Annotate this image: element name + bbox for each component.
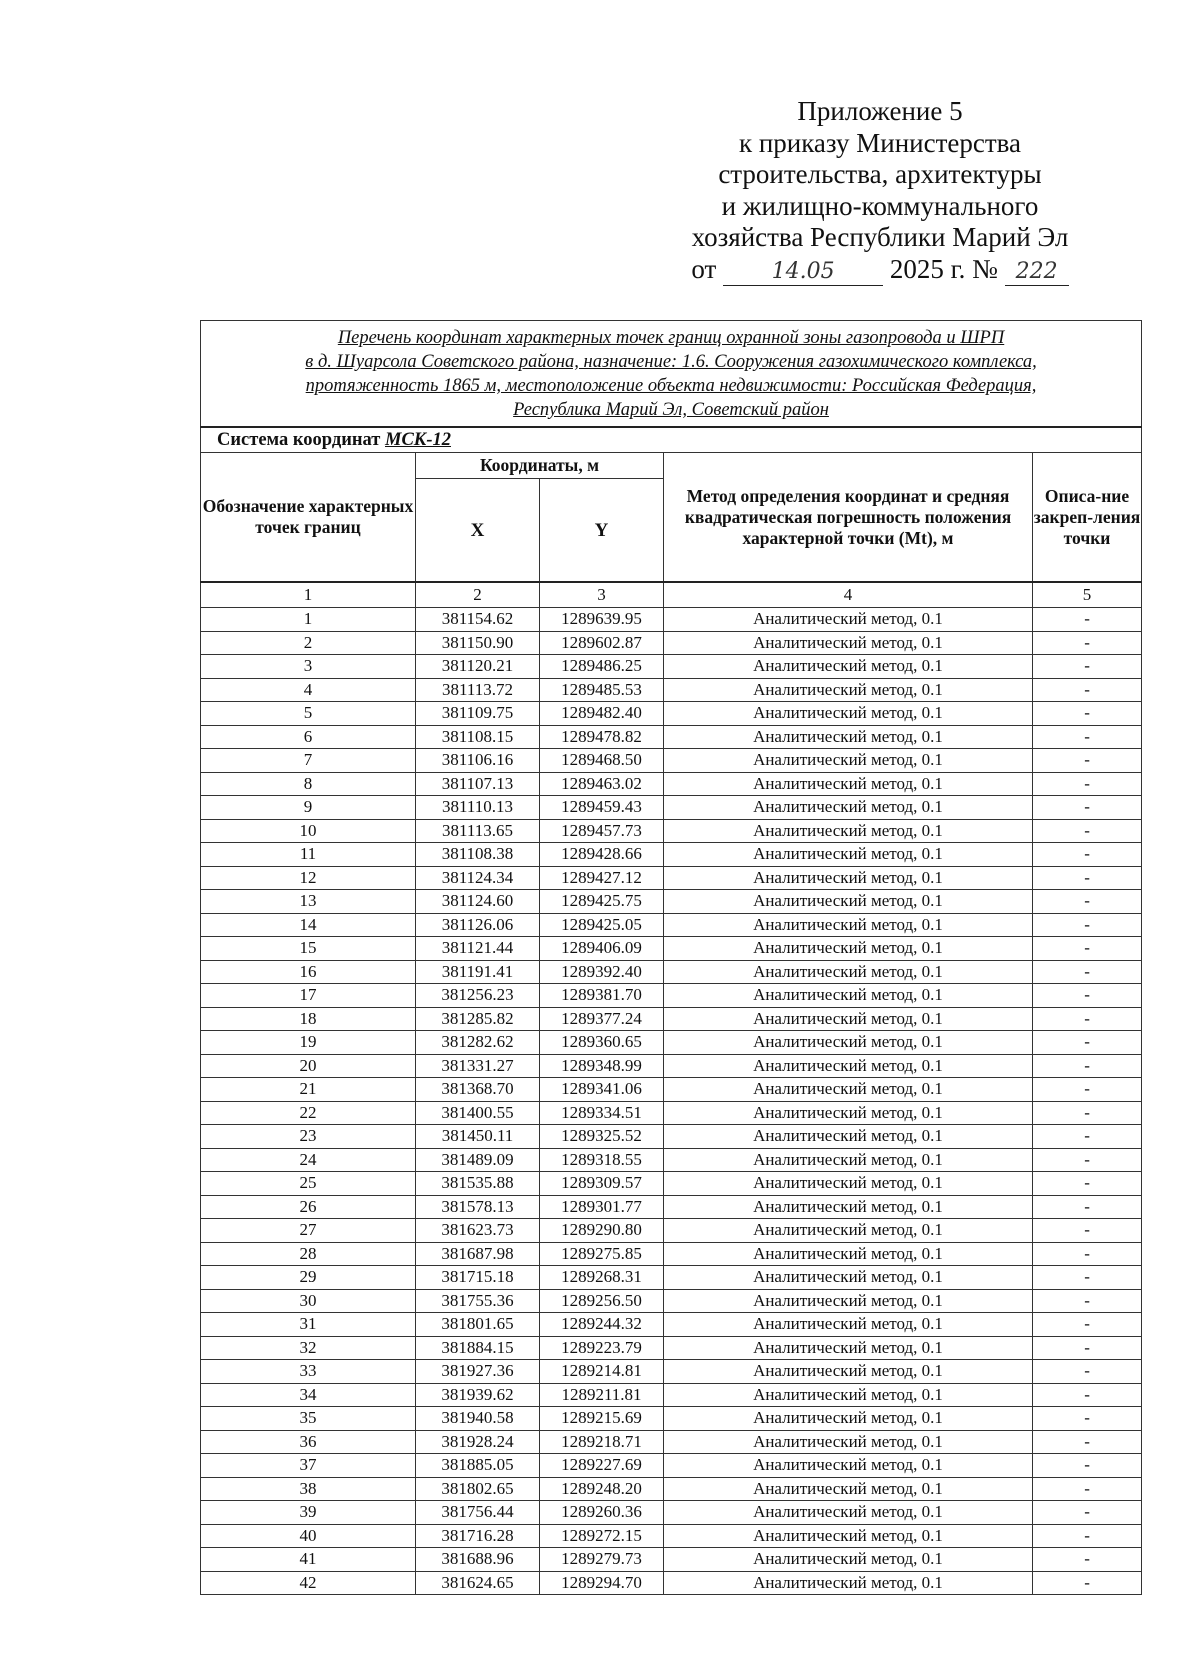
method-cell: Аналитический метод, 0.1	[664, 1571, 1033, 1595]
description-cell: -	[1033, 1242, 1142, 1266]
x-coordinate-cell: 381716.28	[416, 1524, 540, 1548]
header-y: Y	[540, 479, 664, 583]
method-cell: Аналитический метод, 0.1	[664, 608, 1033, 632]
table-row	[201, 1101, 1142, 1125]
method-cell: Аналитический метод, 0.1	[664, 1524, 1033, 1548]
y-coordinate-cell: 1289482.40	[540, 702, 664, 726]
point-number-cell: 11	[201, 843, 416, 867]
x-coordinate-cell: 381928.24	[416, 1430, 540, 1454]
table-row	[201, 1195, 1142, 1219]
description-cell: -	[1033, 631, 1142, 655]
x-coordinate-cell: 381256.23	[416, 984, 540, 1008]
table-row	[201, 1430, 1142, 1454]
description-cell: -	[1033, 960, 1142, 984]
table-row	[201, 702, 1142, 726]
x-coordinate-cell: 381106.16	[416, 749, 540, 773]
table-row	[201, 937, 1142, 961]
caption-line: протяженность 1865 м, местоположение объекта недвижимости: Российская Федерация,	[305, 376, 1037, 396]
description-cell: -	[1033, 819, 1142, 843]
x-coordinate-cell: 381927.36	[416, 1360, 540, 1384]
point-number-cell: 20	[201, 1054, 416, 1078]
description-cell: -	[1033, 1219, 1142, 1243]
x-coordinate-cell: 381109.75	[416, 702, 540, 726]
method-cell: Аналитический метод, 0.1	[664, 913, 1033, 937]
date-prefix: от	[691, 253, 717, 284]
table-row	[201, 1054, 1142, 1078]
description-cell: -	[1033, 890, 1142, 914]
table-row	[201, 1242, 1142, 1266]
description-cell: -	[1033, 725, 1142, 749]
y-coordinate-cell: 1289486.25	[540, 655, 664, 679]
x-coordinate-cell: 381535.88	[416, 1172, 540, 1196]
description-cell: -	[1033, 1336, 1142, 1360]
x-coordinate-cell: 381124.34	[416, 866, 540, 890]
description-cell: -	[1033, 1289, 1142, 1313]
point-number-cell: 42	[201, 1571, 416, 1595]
method-cell: Аналитический метод, 0.1	[664, 749, 1033, 773]
description-cell: -	[1033, 1548, 1142, 1572]
description-cell: -	[1033, 655, 1142, 679]
method-cell: Аналитический метод, 0.1	[664, 1289, 1033, 1313]
description-cell: -	[1033, 1501, 1142, 1525]
point-number-cell: 3	[201, 655, 416, 679]
point-number-cell: 21	[201, 1078, 416, 1102]
point-number-cell: 10	[201, 819, 416, 843]
description-cell: -	[1033, 866, 1142, 890]
table-row	[201, 1571, 1142, 1595]
method-cell: Аналитический метод, 0.1	[664, 1031, 1033, 1055]
method-cell: Аналитический метод, 0.1	[664, 702, 1033, 726]
method-cell: Аналитический метод, 0.1	[664, 960, 1033, 984]
method-cell: Аналитический метод, 0.1	[664, 1407, 1033, 1431]
method-cell: Аналитический метод, 0.1	[664, 937, 1033, 961]
description-cell: -	[1033, 1383, 1142, 1407]
point-number-cell: 26	[201, 1195, 416, 1219]
y-coordinate-cell: 1289218.71	[540, 1430, 664, 1454]
point-number-cell: 37	[201, 1454, 416, 1478]
y-coordinate-cell: 1289463.02	[540, 772, 664, 796]
x-coordinate-cell: 381124.60	[416, 890, 540, 914]
x-coordinate-cell: 381624.65	[416, 1571, 540, 1595]
y-coordinate-cell: 1289325.52	[540, 1125, 664, 1149]
y-coordinate-cell: 1289294.70	[540, 1571, 664, 1595]
point-number-cell: 30	[201, 1289, 416, 1313]
y-coordinate-cell: 1289223.79	[540, 1336, 664, 1360]
handwritten-number: 222	[1005, 259, 1069, 286]
x-coordinate-cell: 381113.65	[416, 819, 540, 843]
description-cell: -	[1033, 1360, 1142, 1384]
y-coordinate-cell: 1289272.15	[540, 1524, 664, 1548]
y-coordinate-cell: 1289478.82	[540, 725, 664, 749]
point-number-cell: 6	[201, 725, 416, 749]
method-cell: Аналитический метод, 0.1	[664, 1125, 1033, 1149]
description-cell: -	[1033, 1078, 1142, 1102]
x-coordinate-cell: 381108.15	[416, 725, 540, 749]
x-coordinate-cell: 381121.44	[416, 937, 540, 961]
y-coordinate-cell: 1289425.75	[540, 890, 664, 914]
description-cell: -	[1033, 1054, 1142, 1078]
coordinates-table	[200, 320, 1142, 1595]
description-cell: -	[1033, 1571, 1142, 1595]
y-coordinate-cell: 1289468.50	[540, 749, 664, 773]
header-line: к приказу Министерства	[738, 127, 1022, 158]
x-coordinate-cell: 381191.41	[416, 960, 540, 984]
method-cell: Аналитический метод, 0.1	[664, 1219, 1033, 1243]
method-cell: Аналитический метод, 0.1	[664, 1266, 1033, 1290]
point-number-cell: 35	[201, 1407, 416, 1431]
point-number-cell: 27	[201, 1219, 416, 1243]
y-coordinate-cell: 1289214.81	[540, 1360, 664, 1384]
point-number-cell: 39	[201, 1501, 416, 1525]
point-number-cell: 17	[201, 984, 416, 1008]
y-coordinate-cell: 1289309.57	[540, 1172, 664, 1196]
y-coordinate-cell: 1289381.70	[540, 984, 664, 1008]
method-cell: Аналитический метод, 0.1	[664, 866, 1033, 890]
table-row	[201, 1524, 1142, 1548]
table-row	[201, 1454, 1142, 1478]
point-number-cell: 12	[201, 866, 416, 890]
table-row	[201, 913, 1142, 937]
point-number-cell: 2	[201, 631, 416, 655]
x-coordinate-cell: 381756.44	[416, 1501, 540, 1525]
point-number-cell: 18	[201, 1007, 416, 1031]
description-cell: -	[1033, 913, 1142, 937]
table-row	[201, 1172, 1142, 1196]
description-cell: -	[1033, 1524, 1142, 1548]
x-coordinate-cell: 381939.62	[416, 1383, 540, 1407]
y-coordinate-cell: 1289290.80	[540, 1219, 664, 1243]
description-cell: -	[1033, 749, 1142, 773]
header-description: Описа-ние закреп-ления точки	[1033, 453, 1142, 583]
header-line: и жилищно-коммунального	[721, 190, 1039, 221]
description-cell: -	[1033, 937, 1142, 961]
table-row	[201, 749, 1142, 773]
x-coordinate-cell: 381578.13	[416, 1195, 540, 1219]
method-cell: Аналитический метод, 0.1	[664, 984, 1033, 1008]
description-cell: -	[1033, 1195, 1142, 1219]
column-number: 2	[416, 582, 540, 608]
caption-line: в д. Шуарсола Советского района, назначение: 1.6. Сооружения газохимического комплекса,	[305, 352, 1037, 372]
description-cell: -	[1033, 843, 1142, 867]
table-row	[201, 655, 1142, 679]
point-number-cell: 36	[201, 1430, 416, 1454]
x-coordinate-cell: 381715.18	[416, 1266, 540, 1290]
point-number-cell: 34	[201, 1383, 416, 1407]
table-row	[201, 1078, 1142, 1102]
y-coordinate-cell: 1289348.99	[540, 1054, 664, 1078]
table-row	[201, 984, 1142, 1008]
table-row	[201, 725, 1142, 749]
order-date-line	[640, 254, 1120, 286]
header-line: строительства, архитектуры	[718, 159, 1042, 189]
method-cell: Аналитический метод, 0.1	[664, 1242, 1033, 1266]
method-cell: Аналитический метод, 0.1	[664, 1078, 1033, 1102]
method-cell: Аналитический метод, 0.1	[664, 890, 1033, 914]
x-coordinate-cell: 381400.55	[416, 1101, 540, 1125]
y-coordinate-cell: 1289279.73	[540, 1548, 664, 1572]
method-cell: Аналитический метод, 0.1	[664, 655, 1033, 679]
y-coordinate-cell: 1289428.66	[540, 843, 664, 867]
method-cell: Аналитический метод, 0.1	[664, 1548, 1033, 1572]
table-row	[201, 1336, 1142, 1360]
description-cell: -	[1033, 1101, 1142, 1125]
x-coordinate-cell: 381110.13	[416, 796, 540, 820]
y-coordinate-cell: 1289260.36	[540, 1501, 664, 1525]
x-coordinate-cell: 381940.58	[416, 1407, 540, 1431]
y-coordinate-cell: 1289459.43	[540, 796, 664, 820]
point-number-cell: 16	[201, 960, 416, 984]
appendix-header	[640, 96, 1120, 286]
table-row	[201, 1007, 1142, 1031]
y-coordinate-cell: 1289392.40	[540, 960, 664, 984]
point-number-cell: 29	[201, 1266, 416, 1290]
header-point-designation: Обозначение характерных точек границ	[201, 453, 416, 583]
description-cell: -	[1033, 1454, 1142, 1478]
description-cell: -	[1033, 702, 1142, 726]
y-coordinate-cell: 1289639.95	[540, 608, 664, 632]
description-cell: -	[1033, 796, 1142, 820]
method-cell: Аналитический метод, 0.1	[664, 1477, 1033, 1501]
y-coordinate-cell: 1289256.50	[540, 1289, 664, 1313]
column-number: 3	[540, 582, 664, 608]
y-coordinate-cell: 1289485.53	[540, 678, 664, 702]
y-coordinate-cell: 1289341.06	[540, 1078, 664, 1102]
y-coordinate-cell: 1289211.81	[540, 1383, 664, 1407]
table-row	[201, 1360, 1142, 1384]
caption-line: Перечень координат характерных точек границ охранной зоны газопровода и ШРП	[337, 328, 1005, 348]
table-row	[201, 1501, 1142, 1525]
appendix-title: Приложение 5	[797, 96, 963, 126]
coordinate-system-label: Система координат	[217, 429, 381, 450]
x-coordinate-cell: 381107.13	[416, 772, 540, 796]
y-coordinate-cell: 1289457.73	[540, 819, 664, 843]
table-row	[201, 631, 1142, 655]
description-cell: -	[1033, 1007, 1142, 1031]
point-number-cell: 28	[201, 1242, 416, 1266]
method-cell: Аналитический метод, 0.1	[664, 1501, 1033, 1525]
y-coordinate-cell: 1289248.20	[540, 1477, 664, 1501]
method-cell: Аналитический метод, 0.1	[664, 1360, 1033, 1384]
method-cell: Аналитический метод, 0.1	[664, 1383, 1033, 1407]
description-cell: -	[1033, 1407, 1142, 1431]
y-coordinate-cell: 1289244.32	[540, 1313, 664, 1337]
table-row	[201, 608, 1142, 632]
table-row	[201, 796, 1142, 820]
x-coordinate-cell: 381884.15	[416, 1336, 540, 1360]
method-cell: Аналитический метод, 0.1	[664, 843, 1033, 867]
point-number-cell: 33	[201, 1360, 416, 1384]
x-coordinate-cell: 381368.70	[416, 1078, 540, 1102]
coordinate-system	[201, 427, 1142, 453]
y-coordinate-cell: 1289360.65	[540, 1031, 664, 1055]
x-coordinate-cell: 381801.65	[416, 1313, 540, 1337]
point-number-cell: 32	[201, 1336, 416, 1360]
table-row	[201, 1125, 1142, 1149]
table-row	[201, 1289, 1142, 1313]
table-row	[201, 1266, 1142, 1290]
point-number-cell: 7	[201, 749, 416, 773]
coordinate-system-value: МСК-12	[385, 429, 451, 450]
description-cell: -	[1033, 1172, 1142, 1196]
y-coordinate-cell: 1289425.05	[540, 913, 664, 937]
caption-line: Республика Марий Эл, Советский район	[513, 400, 829, 420]
method-cell: Аналитический метод, 0.1	[664, 796, 1033, 820]
header-method: Метод определения координат и средняя квадратическая погрешность положения характерной точки (Mt), м	[664, 453, 1033, 583]
method-cell: Аналитический метод, 0.1	[664, 772, 1033, 796]
column-number: 1	[201, 582, 416, 608]
description-cell: -	[1033, 772, 1142, 796]
y-coordinate-cell: 1289268.31	[540, 1266, 664, 1290]
description-cell: -	[1033, 1430, 1142, 1454]
point-number-cell: 38	[201, 1477, 416, 1501]
x-coordinate-cell: 381285.82	[416, 1007, 540, 1031]
x-coordinate-cell: 381885.05	[416, 1454, 540, 1478]
x-coordinate-cell: 381687.98	[416, 1242, 540, 1266]
point-number-cell: 13	[201, 890, 416, 914]
y-coordinate-cell: 1289334.51	[540, 1101, 664, 1125]
description-cell: -	[1033, 678, 1142, 702]
table-row	[201, 843, 1142, 867]
point-number-cell: 5	[201, 702, 416, 726]
method-cell: Аналитический метод, 0.1	[664, 1454, 1033, 1478]
table-row	[201, 1148, 1142, 1172]
point-number-cell: 14	[201, 913, 416, 937]
x-coordinate-cell: 381802.65	[416, 1477, 540, 1501]
x-coordinate-cell: 381150.90	[416, 631, 540, 655]
x-coordinate-cell: 381126.06	[416, 913, 540, 937]
table-row	[201, 960, 1142, 984]
description-cell: -	[1033, 1477, 1142, 1501]
method-cell: Аналитический метод, 0.1	[664, 678, 1033, 702]
point-number-cell: 19	[201, 1031, 416, 1055]
header-line: хозяйства Республики Марий Эл	[691, 222, 1069, 252]
point-number-cell: 4	[201, 678, 416, 702]
description-cell: -	[1033, 1148, 1142, 1172]
y-coordinate-cell: 1289377.24	[540, 1007, 664, 1031]
column-numbers-row	[201, 582, 1142, 608]
method-cell: Аналитический метод, 0.1	[664, 1101, 1033, 1125]
point-number-cell: 8	[201, 772, 416, 796]
method-cell: Аналитический метод, 0.1	[664, 725, 1033, 749]
x-coordinate-cell: 381331.27	[416, 1054, 540, 1078]
point-number-cell: 25	[201, 1172, 416, 1196]
description-cell: -	[1033, 1266, 1142, 1290]
table-row	[201, 1031, 1142, 1055]
method-cell: Аналитический метод, 0.1	[664, 1313, 1033, 1337]
point-number-cell: 24	[201, 1148, 416, 1172]
y-coordinate-cell: 1289227.69	[540, 1454, 664, 1478]
description-cell: -	[1033, 1031, 1142, 1055]
x-coordinate-cell: 381282.62	[416, 1031, 540, 1055]
method-cell: Аналитический метод, 0.1	[664, 819, 1033, 843]
table-caption	[201, 321, 1142, 428]
point-number-cell: 9	[201, 796, 416, 820]
x-coordinate-cell: 381113.72	[416, 678, 540, 702]
point-number-cell: 15	[201, 937, 416, 961]
header-coordinates: Координаты, м	[416, 453, 664, 479]
table-row	[201, 866, 1142, 890]
point-number-cell: 40	[201, 1524, 416, 1548]
table-row	[201, 1407, 1142, 1431]
method-cell: Аналитический метод, 0.1	[664, 1054, 1033, 1078]
description-cell: -	[1033, 1125, 1142, 1149]
table-row	[201, 819, 1142, 843]
x-coordinate-cell: 381755.36	[416, 1289, 540, 1313]
method-cell: Аналитический метод, 0.1	[664, 1195, 1033, 1219]
x-coordinate-cell: 381489.09	[416, 1148, 540, 1172]
method-cell: Аналитический метод, 0.1	[664, 1430, 1033, 1454]
x-coordinate-cell: 381120.21	[416, 655, 540, 679]
description-cell: -	[1033, 608, 1142, 632]
table-row	[201, 678, 1142, 702]
point-number-cell: 22	[201, 1101, 416, 1125]
method-cell: Аналитический метод, 0.1	[664, 1336, 1033, 1360]
y-coordinate-cell: 1289427.12	[540, 866, 664, 890]
x-coordinate-cell: 381108.38	[416, 843, 540, 867]
x-coordinate-cell: 381688.96	[416, 1548, 540, 1572]
x-coordinate-cell: 381623.73	[416, 1219, 540, 1243]
description-cell: -	[1033, 1313, 1142, 1337]
y-coordinate-cell: 1289301.77	[540, 1195, 664, 1219]
y-coordinate-cell: 1289275.85	[540, 1242, 664, 1266]
table-row	[201, 1477, 1142, 1501]
column-number: 4	[664, 582, 1033, 608]
y-coordinate-cell: 1289602.87	[540, 631, 664, 655]
table-row	[201, 1383, 1142, 1407]
point-number-cell: 1	[201, 608, 416, 632]
point-number-cell: 23	[201, 1125, 416, 1149]
year-number-label: 2025 г. №	[889, 253, 998, 284]
table-row	[201, 890, 1142, 914]
description-cell: -	[1033, 984, 1142, 1008]
method-cell: Аналитический метод, 0.1	[664, 631, 1033, 655]
y-coordinate-cell: 1289318.55	[540, 1148, 664, 1172]
table-row	[201, 1219, 1142, 1243]
x-coordinate-cell: 381154.62	[416, 608, 540, 632]
method-cell: Аналитический метод, 0.1	[664, 1148, 1033, 1172]
handwritten-date: 14.05	[723, 259, 883, 286]
column-number: 5	[1033, 582, 1142, 608]
header-x: X	[416, 479, 540, 583]
method-cell: Аналитический метод, 0.1	[664, 1172, 1033, 1196]
point-number-cell: 31	[201, 1313, 416, 1337]
y-coordinate-cell: 1289215.69	[540, 1407, 664, 1431]
method-cell: Аналитический метод, 0.1	[664, 1007, 1033, 1031]
y-coordinate-cell: 1289406.09	[540, 937, 664, 961]
x-coordinate-cell: 381450.11	[416, 1125, 540, 1149]
table-row	[201, 1313, 1142, 1337]
table-row	[201, 1548, 1142, 1572]
table-row	[201, 772, 1142, 796]
point-number-cell: 41	[201, 1548, 416, 1572]
